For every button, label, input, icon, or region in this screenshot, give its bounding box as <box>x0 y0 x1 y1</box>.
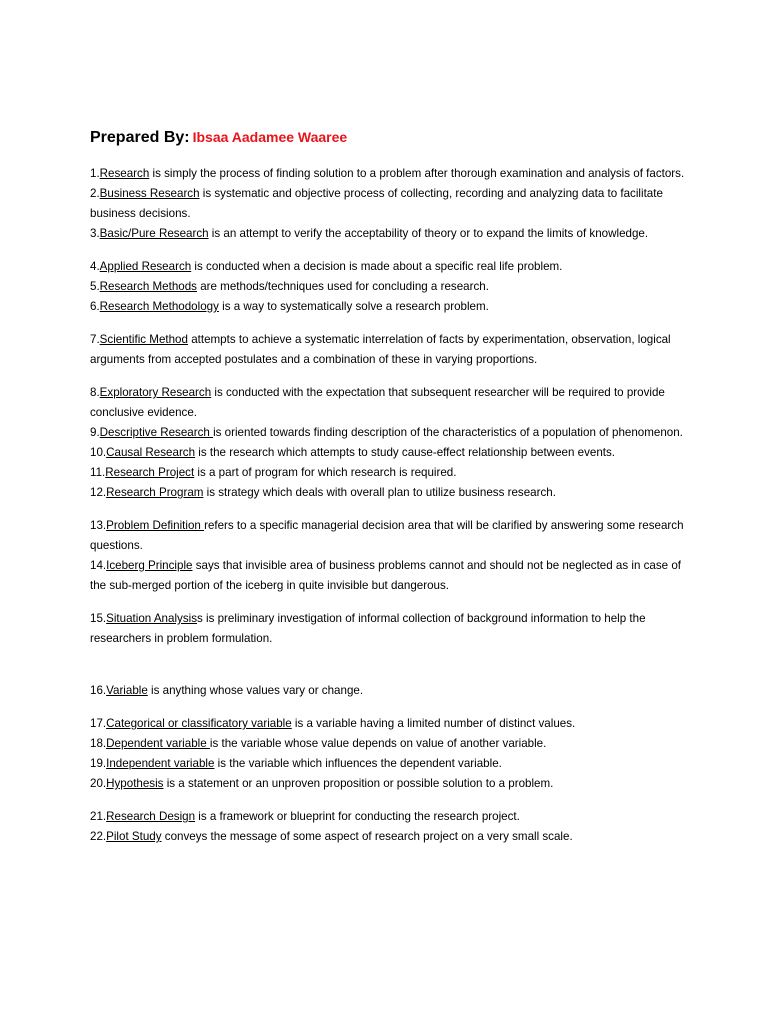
definition-term: Basic/Pure Research <box>99 227 209 240</box>
definition-group <box>90 807 690 847</box>
definition-term: Research Project <box>105 466 195 479</box>
definition-number: 8. <box>90 386 100 399</box>
definition-text: is the research which attempts to study cause-effect relationship between events. <box>195 446 616 459</box>
definition-number: 11. <box>90 466 106 479</box>
definition-text: is systematic and objective process of collecting, recording and analyzing data to facilitate business decisions. <box>90 187 663 220</box>
definition-number: 3. <box>90 227 100 240</box>
definition-text: is strategy which deals with overall plan to utilize business research. <box>203 486 556 499</box>
definition-group <box>90 681 690 701</box>
definition-number: 2. <box>90 187 100 200</box>
definition-term: Business Research <box>99 187 200 200</box>
definition-group <box>90 516 690 596</box>
definition-text: is simply the process of finding solution to a problem after thorough examination and analysis of factors. <box>149 167 685 180</box>
definition-text: s is preliminary investigation of informal collection of background information to help the researchers in problem formulation. <box>90 612 646 645</box>
definition-text: is a framework or blueprint for conducting the research project. <box>195 810 520 823</box>
definition-item <box>90 807 690 827</box>
definition-term: Hypothesis <box>106 777 164 790</box>
definition-number: 7. <box>90 333 100 346</box>
definition-term: Applied Research <box>99 260 192 273</box>
definition-group <box>90 257 690 317</box>
definition-term: Problem Definition <box>106 519 205 532</box>
definition-item <box>90 609 690 649</box>
prepared-by-label: Prepared By <box>90 129 185 146</box>
definition-text: is a way to systematically solve a research problem. <box>218 300 489 313</box>
definition-term: Exploratory Research <box>99 386 212 399</box>
prepared-by-colon: : <box>184 129 190 146</box>
definition-number: 20. <box>90 777 107 790</box>
definition-item <box>90 224 690 244</box>
definition-item <box>90 714 690 734</box>
definition-item <box>90 754 690 774</box>
definition-item <box>90 184 690 224</box>
definition-term: Research Program <box>106 486 204 499</box>
definition-number: 6. <box>90 300 100 313</box>
definition-number: 1. <box>90 167 100 180</box>
definition-text: is oriented towards finding description of the characteristics of a population of phenomenon. <box>213 426 683 439</box>
definition-term: Pilot Study <box>106 830 162 843</box>
definition-term: Scientific Method <box>99 333 188 346</box>
definition-number: 5. <box>90 280 100 293</box>
definition-item <box>90 734 690 754</box>
definition-number: 18. <box>90 737 107 750</box>
definition-number: 13. <box>90 519 107 532</box>
definition-term: Situation Analysis <box>106 612 197 625</box>
definition-term: Dependent variable <box>106 737 210 750</box>
definition-text: is a statement or an unproven proposition or possible solution to a problem. <box>163 777 554 790</box>
definition-number: 9. <box>90 426 100 439</box>
definition-item <box>90 463 690 483</box>
author-name: Ibsaa Aadamee Waaree <box>192 129 348 145</box>
definition-group <box>90 609 690 649</box>
definition-term: Research <box>99 167 150 180</box>
definition-term: Descriptive Research <box>99 426 214 439</box>
definition-term: Research Methods <box>99 280 197 293</box>
definitions-list <box>90 164 690 847</box>
definition-term: Iceberg Principle <box>106 559 193 572</box>
definition-term: Variable <box>106 684 148 697</box>
definition-text: says that invisible area of business problems cannot and should not be neglected as in case of the sub-merged portion of the iceberg in quite invisible but dangerous. <box>90 559 682 592</box>
definition-item <box>90 257 690 277</box>
definition-item <box>90 297 690 317</box>
definition-group <box>90 164 690 244</box>
definition-item <box>90 383 690 423</box>
definition-item <box>90 681 690 701</box>
definition-text: attempts to achieve a systematic interrelation of facts by experimentation, observation, logical arguments from accepted postulates and a combination of these in varying proportions. <box>90 333 671 366</box>
definition-text: conveys the message of some aspect of research project on a very small scale. <box>161 830 573 843</box>
definition-group <box>90 714 690 794</box>
definition-text: is conducted with the expectation that subsequent researcher will be required to provide conclusive evidence. <box>90 386 665 419</box>
definition-text: is a part of program for which research is required. <box>194 466 457 479</box>
definition-number: 17. <box>90 717 107 730</box>
definition-number: 10. <box>90 446 107 459</box>
definition-number: 19. <box>90 757 107 770</box>
definition-item <box>90 483 690 503</box>
definition-term: Independent variable <box>106 757 215 770</box>
definition-item <box>90 330 690 370</box>
definition-number: 21. <box>90 810 107 823</box>
definition-text: refers to a specific managerial decision area that will be clarified by answering some research questions. <box>90 519 684 552</box>
definition-number: 4. <box>90 260 100 273</box>
definition-item <box>90 164 690 184</box>
document-page <box>90 125 690 860</box>
definition-item <box>90 774 690 794</box>
definition-group <box>90 330 690 370</box>
definition-term: Categorical or classificatory variable <box>106 717 292 730</box>
definition-item <box>90 443 690 463</box>
definition-text: is the variable which influences the dependent variable. <box>214 757 502 770</box>
definition-text: is conducted when a decision is made about a specific real life problem. <box>191 260 563 273</box>
definition-number: 16. <box>90 684 107 697</box>
definition-number: 12. <box>90 486 107 499</box>
definition-item <box>90 423 690 443</box>
definition-text: is the variable whose value depends on value of another variable. <box>209 737 547 750</box>
definition-number: 22. <box>90 830 107 843</box>
definition-text: is anything whose values vary or change. <box>147 684 364 697</box>
definition-text: are methods/techniques used for concluding a research. <box>196 280 489 293</box>
definition-term: Research Methodology <box>99 300 219 313</box>
definition-item <box>90 556 690 596</box>
definition-item <box>90 827 690 847</box>
definition-number: 15. <box>90 612 107 625</box>
definition-term: Causal Research <box>106 446 196 459</box>
definition-text: is a variable having a limited number of distinct values. <box>291 717 576 730</box>
definition-number: 14. <box>90 559 107 572</box>
definition-group <box>90 383 690 503</box>
definition-text: is an attempt to verify the acceptability of theory or to expand the limits of knowledge. <box>208 227 649 240</box>
definition-term: Research Design <box>106 810 196 823</box>
definition-item <box>90 277 690 297</box>
definition-item <box>90 516 690 556</box>
prepared-by-header <box>90 125 690 150</box>
